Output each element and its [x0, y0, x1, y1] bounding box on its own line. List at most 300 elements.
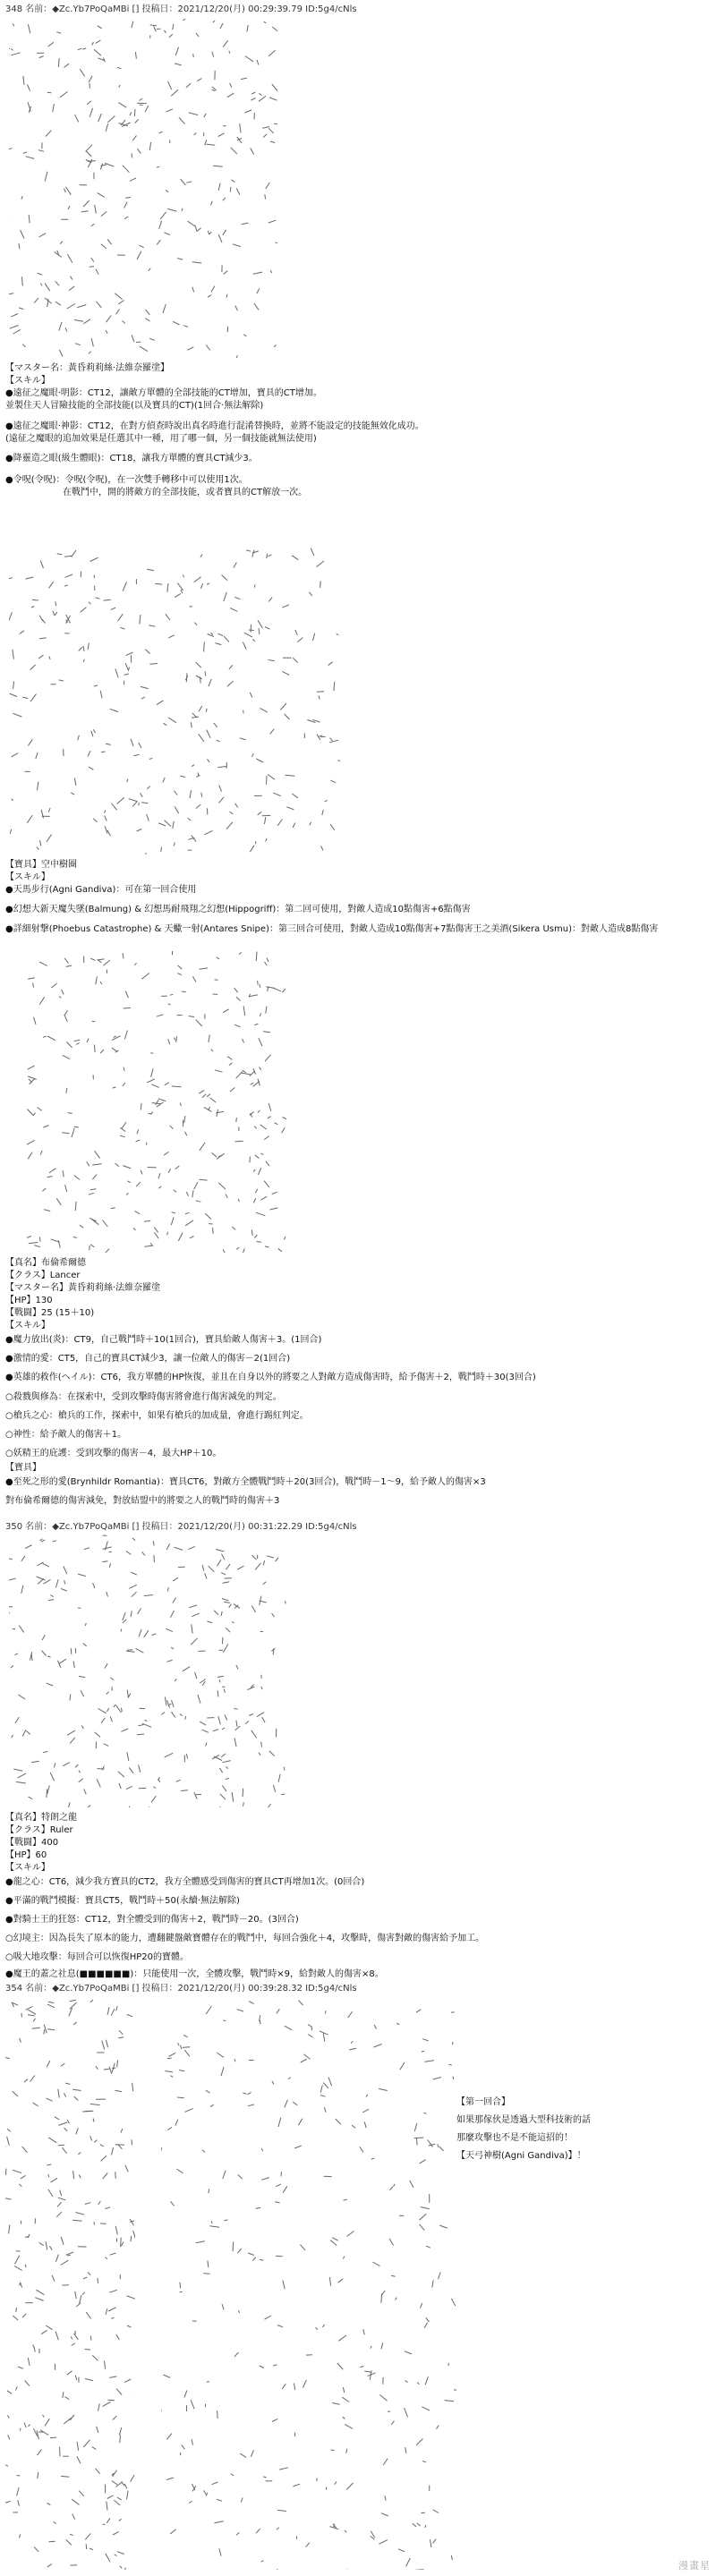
ascii-stroke: [76, 2213, 85, 2215]
ascii-stroke: [196, 1201, 201, 1202]
ascii-stroke: [234, 2059, 235, 2062]
ascii-stroke: [200, 583, 202, 589]
ascii-stroke: [155, 1232, 159, 1238]
ascii-stroke: [50, 1773, 54, 1781]
ascii-stroke: [306, 2543, 310, 2547]
ascii-stroke: [90, 2336, 91, 2341]
speech-line: 如果那傢伙是透過大型科技術的話: [456, 2115, 591, 2125]
ascii-stroke: [75, 115, 79, 122]
ascii-stroke: [121, 2238, 122, 2247]
ascii-stroke: [343, 2417, 345, 2419]
ascii-stroke: [41, 810, 43, 819]
ascii-stroke: [331, 2450, 335, 2451]
ascii-stroke: [81, 211, 89, 212]
ascii-stroke: [424, 2061, 434, 2062]
ascii-stroke: [122, 1122, 126, 1129]
ascii-stroke: [186, 83, 191, 88]
ascii-stroke: [49, 657, 50, 659]
ascii-stroke: [127, 1650, 132, 1651]
ascii-stroke: [276, 2184, 281, 2187]
ascii-stroke: [234, 563, 236, 568]
ascii-stroke: [137, 1734, 144, 1735]
ascii-stroke: [303, 2380, 306, 2388]
ascii-stroke: [229, 1604, 232, 1608]
ascii-stroke: [88, 643, 89, 650]
ascii-stroke: [42, 619, 46, 623]
ascii-stroke: [212, 2482, 218, 2485]
ascii-stroke: [272, 1613, 275, 1617]
ascii-stroke: [454, 2390, 456, 2391]
ascii-stroke: [188, 818, 192, 820]
ascii-stroke: [58, 58, 59, 67]
ascii-stroke: [90, 1189, 97, 1190]
ascii-stroke: [88, 159, 92, 167]
ascii-stroke: [21, 230, 24, 239]
ascii-stroke: [61, 2237, 64, 2245]
post-text-line: 【マスター名：黃昏莉莉絲·法維奈羅塗】: [5, 363, 170, 373]
ascii-stroke: [451, 2555, 452, 2560]
ascii-stroke: [391, 2421, 394, 2425]
ascii-stroke: [207, 730, 210, 738]
ascii-stroke: [320, 2096, 326, 2097]
ascii-stroke: [236, 1072, 243, 1079]
ascii-stroke: [27, 1109, 33, 1116]
ascii-stroke: [192, 765, 194, 767]
ascii-stroke: [59, 350, 63, 356]
ascii-stroke: [79, 647, 82, 650]
ascii-stroke: [11, 314, 18, 318]
ascii-stroke: [176, 2169, 183, 2173]
ascii-stroke: [416, 2439, 422, 2445]
ascii-stroke: [265, 1055, 271, 1062]
ascii-stroke: [107, 116, 115, 123]
ascii-stroke: [59, 2122, 68, 2126]
ascii-stroke: [259, 96, 266, 101]
ascii-stroke: [439, 2225, 447, 2228]
ascii-stroke: [9, 1559, 13, 1560]
ascii-stroke: [235, 355, 238, 358]
ascii-stroke: [58, 1661, 61, 1668]
ascii-stroke: [173, 821, 175, 829]
ascii-stroke: [105, 826, 107, 833]
ascii-stroke: [268, 598, 272, 602]
ascii-stroke: [157, 166, 159, 167]
ascii-stroke: [196, 804, 201, 808]
ascii-stroke: [107, 2400, 115, 2401]
ascii-stroke: [211, 1050, 213, 1052]
ascii-stroke: [68, 1802, 70, 1807]
ascii-stroke: [174, 1190, 176, 1193]
ascii-stroke: [279, 2468, 288, 2470]
ascii-stroke: [422, 2461, 426, 2462]
ascii-stroke: [422, 2407, 430, 2410]
ascii-stroke: [98, 114, 102, 122]
post-text-line: ○神性：給予敵人的傷害＋1。: [5, 1430, 127, 1440]
ascii-stroke: [64, 2418, 71, 2424]
ascii-stroke: [28, 2015, 35, 2016]
ascii-stroke: [43, 1751, 47, 1752]
ascii-stroke: [295, 630, 298, 635]
ascii-stroke: [165, 1753, 174, 1757]
ascii-stroke: [38, 2450, 42, 2456]
ascii-stroke: [47, 2564, 52, 2567]
ascii-stroke: [263, 1032, 270, 1033]
ascii-stroke: [199, 968, 208, 969]
ascii-stroke: [48, 808, 50, 812]
ascii-stroke: [161, 847, 162, 852]
ascii-stroke: [47, 2164, 52, 2165]
ascii-stroke: [226, 1778, 229, 1779]
ascii-stroke: [274, 344, 276, 347]
ascii-stroke: [243, 1070, 246, 1073]
ascii-stroke: [125, 663, 128, 669]
ascii-stroke: [141, 973, 149, 980]
ascii-stroke: [135, 52, 136, 59]
ascii-stroke: [270, 270, 271, 273]
ascii-stroke: [250, 1157, 251, 1163]
ascii-stroke: [243, 642, 246, 650]
ascii-stroke: [172, 1212, 175, 1213]
ascii-stroke: [135, 119, 139, 123]
ascii-stroke: [66, 187, 72, 195]
ascii-stroke: [166, 1628, 173, 1631]
ascii-stroke: [175, 593, 181, 597]
ascii-stroke: [126, 1552, 131, 1555]
ascii-stroke: [80, 69, 84, 76]
ascii-stroke: [177, 583, 183, 591]
ascii-stroke: [140, 346, 148, 352]
post-text-line: 【戰闘】400: [5, 1838, 59, 1848]
ascii-stroke: [29, 1243, 38, 1244]
ascii-stroke: [184, 2391, 187, 2398]
ascii-stroke: [400, 2062, 405, 2070]
ascii-stroke: [283, 989, 286, 992]
ascii-stroke: [31, 1654, 32, 1661]
ascii-stroke: [33, 2019, 36, 2022]
ascii-stroke: [194, 623, 197, 625]
ascii-stroke: [238, 1199, 239, 1202]
ascii-stroke: [80, 2295, 81, 2303]
ascii-stroke: [152, 1084, 159, 1088]
ascii-stroke: [234, 1024, 241, 1027]
ascii-stroke: [374, 2025, 376, 2029]
ascii-stroke: [74, 2096, 79, 2100]
ascii-stroke: [127, 1752, 129, 1761]
ascii-stroke: [9, 1612, 10, 1615]
ascii-stroke: [60, 2190, 62, 2196]
ascii-stroke: [207, 144, 216, 145]
ascii-stroke: [253, 1198, 255, 1203]
ascii-stroke: [259, 628, 260, 634]
ascii-stroke: [78, 2153, 81, 2155]
ascii-stroke: [71, 793, 74, 795]
ascii-stroke: [381, 2291, 385, 2295]
ascii-stroke: [123, 1166, 131, 1169]
ascii-stroke: [207, 1621, 212, 1623]
ascii-stroke: [156, 1100, 158, 1105]
ascii-stroke: [288, 2078, 291, 2079]
ascii-stroke: [240, 2453, 246, 2457]
ascii-stroke: [113, 1087, 116, 1088]
ascii-stroke: [83, 319, 90, 324]
ascii-stroke: [47, 2098, 53, 2101]
ascii-stroke: [70, 1695, 71, 1701]
ascii-stroke: [243, 1006, 244, 1016]
ascii-stroke: [275, 1558, 278, 1561]
ascii-stroke: [72, 2343, 75, 2346]
ascii-stroke: [123, 1083, 125, 1086]
ascii-stroke: [29, 2424, 30, 2427]
ascii-stroke: [118, 103, 126, 108]
ascii-stroke: [208, 759, 210, 762]
ascii-stroke: [98, 2403, 100, 2410]
ascii-stroke: [45, 283, 50, 291]
ascii-stroke: [149, 625, 155, 626]
ascii-stroke: [7, 2137, 10, 2146]
ascii-stroke: [10, 326, 19, 329]
ascii-stroke: [85, 1623, 86, 1626]
ascii-stroke: [116, 2389, 122, 2395]
ascii-stroke: [83, 646, 84, 651]
ascii-stroke: [33, 2103, 38, 2106]
ascii-stroke: [69, 2008, 72, 2016]
ascii-stroke: [118, 2037, 124, 2038]
ascii-stroke: [71, 276, 72, 280]
ascii-stroke: [292, 556, 299, 560]
ascii-stroke: [235, 306, 238, 311]
ascii-stroke: [405, 2381, 408, 2383]
ascii-stroke: [133, 754, 139, 755]
ascii-stroke: [93, 729, 95, 733]
ascii-stroke: [272, 84, 277, 91]
ascii-stroke: [209, 232, 212, 234]
ascii-stroke: [209, 679, 211, 686]
ascii-stroke: [107, 1592, 108, 1597]
ascii-stroke: [272, 2419, 277, 2421]
ascii-stroke: [223, 1009, 228, 1013]
ascii-stroke: [227, 93, 234, 98]
ascii-stroke: [268, 1117, 271, 1118]
ascii-stroke: [93, 1583, 95, 1588]
ascii-stroke: [293, 2484, 300, 2487]
ascii-stroke: [161, 2147, 162, 2150]
ascii-stroke: [115, 293, 122, 300]
ascii-stroke: [40, 2430, 48, 2436]
ascii-stroke: [122, 321, 124, 324]
ascii-stroke: [134, 963, 136, 965]
ascii-stroke: [260, 2366, 264, 2368]
ascii-stroke: [390, 2187, 393, 2190]
ascii-stroke: [146, 310, 150, 315]
ascii-stroke: [110, 709, 118, 711]
ascii-stroke: [268, 555, 271, 557]
ascii-stroke: [30, 694, 36, 702]
ascii-stroke: [113, 2416, 116, 2419]
ascii-stroke: [170, 994, 174, 995]
ascii-stroke: [121, 1729, 128, 1731]
ascii-stroke: [173, 321, 179, 325]
ascii-stroke: [85, 2379, 93, 2381]
ascii-stroke: [329, 740, 338, 743]
ascii-stroke: [258, 981, 259, 985]
ascii-stroke: [55, 2332, 58, 2341]
ascii-stroke: [205, 1213, 211, 1220]
ascii-stroke: [269, 1208, 277, 1210]
ascii-stroke: [154, 26, 157, 31]
ascii-stroke: [235, 1141, 243, 1142]
ascii-stroke: [47, 1656, 50, 1657]
ascii-stroke: [87, 1039, 89, 1042]
ascii-stroke: [196, 2241, 205, 2243]
ascii-stroke: [171, 1647, 174, 1649]
post-text-line: ●詳細射撃(Phoebus Catastrophe) & 天蠍一射(Antares Snipe)：第三回合可使用，對敵人造成10點傷害+7點傷害王之美酒(Sikera Usmu)：對敵人造成8點傷害: [5, 924, 659, 934]
ascii-stroke: [48, 2174, 49, 2177]
ascii-stroke: [55, 302, 61, 305]
ascii-stroke: [81, 608, 87, 613]
ascii-stroke: [217, 633, 223, 636]
ascii-stroke: [229, 1063, 232, 1066]
ascii-stroke: [76, 2128, 78, 2134]
ascii-stroke: [255, 1563, 260, 1570]
ascii-stroke: [100, 2145, 104, 2147]
ascii-stroke: [257, 60, 259, 65]
ascii-stroke: [208, 2261, 209, 2268]
ascii-stroke: [107, 2007, 109, 2015]
ascii-stroke: [276, 242, 278, 246]
ascii-stroke: [132, 801, 137, 806]
ascii-stroke: [265, 1804, 271, 1807]
ascii-stroke: [261, 2561, 264, 2563]
ascii-stroke: [12, 753, 18, 757]
ascii-stroke: [107, 2495, 114, 2499]
ascii-stroke: [163, 778, 165, 783]
ascii-stroke: [88, 751, 90, 757]
ascii-stroke: [123, 166, 130, 173]
ascii-stroke: [70, 2002, 77, 2010]
ascii-stroke: [196, 33, 199, 37]
ascii-stroke: [78, 735, 80, 741]
ascii-stroke: [13, 650, 14, 659]
ascii-stroke: [243, 335, 246, 336]
ascii-stroke: [171, 1217, 174, 1225]
ascii-stroke: [126, 1193, 128, 1194]
ascii-stroke: [308, 2025, 312, 2028]
ascii-stroke: [76, 1042, 80, 1044]
ascii-stroke: [210, 2104, 214, 2106]
ascii-stroke: [274, 123, 277, 125]
ascii-stroke: [87, 101, 91, 105]
ascii-stroke: [53, 611, 55, 616]
ascii-stroke: [428, 2140, 433, 2147]
ascii-stroke: [9, 293, 13, 295]
ascii-stroke: [67, 2371, 72, 2376]
ascii-stroke: [141, 686, 149, 688]
ascii-stroke: [44, 2029, 45, 2034]
ascii-stroke: [139, 245, 143, 248]
ascii-stroke: [242, 1039, 243, 1042]
ascii-stroke: [391, 2275, 396, 2276]
post-text-line: (遠征之魔眼的追加效果是任選其中一種，用了哪一個，另一個技能就無法使用): [5, 434, 317, 444]
ascii-stroke: [255, 1155, 260, 1159]
ascii-stroke: [260, 1067, 261, 1069]
ascii-stroke: [219, 2548, 221, 2555]
ascii-stroke: [151, 1634, 156, 1636]
ascii-stroke: [23, 76, 24, 85]
ascii-stroke: [277, 2528, 279, 2530]
speech-text: [456, 2094, 689, 2165]
ascii-stroke: [21, 1586, 23, 1594]
ascii-stroke: [222, 1554, 225, 1560]
ascii-stroke: [58, 2145, 64, 2146]
ascii-stroke: [208, 231, 209, 234]
ascii-stroke: [233, 244, 241, 247]
post-text-line: ●龍之心：CT6，減少我方寶具的CT2，我方全體感受到傷害的寶具CT再增加1次。(0回合): [5, 1877, 365, 1887]
ascii-stroke: [111, 803, 116, 811]
post-text-line: ●幻想大新天魔失墜(Balmung) & 幻想馬耐飛翔之幻想(Hippogriff)：第二回可使用，對敵人造成10點傷害+6點傷害: [5, 905, 471, 914]
ascii-stroke: [244, 110, 251, 113]
ascii-stroke: [267, 554, 268, 558]
ascii-stroke: [209, 2226, 219, 2227]
ascii-stroke: [199, 706, 202, 711]
ascii-stroke: [190, 1237, 194, 1238]
ascii-stroke: [90, 2000, 93, 2002]
ascii-stroke: [154, 1555, 155, 1562]
ascii-stroke: [132, 21, 133, 28]
ascii-stroke: [42, 1188, 46, 1191]
ascii-stroke: [284, 1767, 285, 1771]
ascii-stroke: [196, 1020, 202, 1026]
ascii-stroke: [233, 1227, 236, 1230]
ascii-stroke: [328, 2078, 332, 2087]
ascii-stroke: [258, 1110, 260, 1113]
ascii-stroke: [223, 198, 226, 200]
ascii-stroke: [277, 2325, 283, 2327]
ascii-stroke: [345, 2424, 353, 2428]
ascii-stroke: [170, 1126, 174, 1129]
ascii-stroke: [222, 1761, 230, 1763]
ascii-stroke: [240, 738, 246, 740]
ascii-stroke: [103, 2402, 111, 2407]
ascii-stroke: [17, 2487, 20, 2495]
ascii-stroke: [272, 27, 277, 33]
ascii-stroke: [75, 2291, 77, 2299]
ascii-stroke: [249, 1714, 253, 1716]
ascii-stroke: [83, 2440, 90, 2447]
ascii-stroke: [319, 695, 320, 699]
ascii-stroke: [277, 820, 282, 826]
ascii-stroke: [39, 1237, 40, 1242]
ascii-stroke: [417, 2138, 418, 2146]
ascii-stroke: [236, 997, 241, 1000]
post-header: 348 名前：◆Zc.Yb7PoQaMBi [] 投稿日：2021/12/20(月) 00:29:39.79 ID:5g4/cNls: [5, 4, 357, 14]
ascii-stroke: [96, 2066, 98, 2070]
ascii-stroke: [282, 671, 289, 675]
ascii-stroke: [30, 665, 36, 670]
ascii-stroke: [217, 2053, 224, 2057]
ascii-stroke: [170, 2529, 176, 2534]
ascii-stroke: [159, 132, 163, 133]
ascii-stroke: [33, 983, 34, 988]
ascii-stroke: [11, 48, 13, 50]
ascii-stroke: [179, 2070, 184, 2071]
ascii-stroke: [98, 1709, 107, 1713]
ascii-stroke: [433, 2078, 441, 2080]
ascii-stroke: [284, 1237, 286, 1240]
ascii-stroke: [255, 1189, 258, 1193]
ascii-stroke: [75, 1202, 76, 1211]
ascii-stroke: [344, 2199, 347, 2200]
ascii-stroke: [251, 92, 255, 94]
